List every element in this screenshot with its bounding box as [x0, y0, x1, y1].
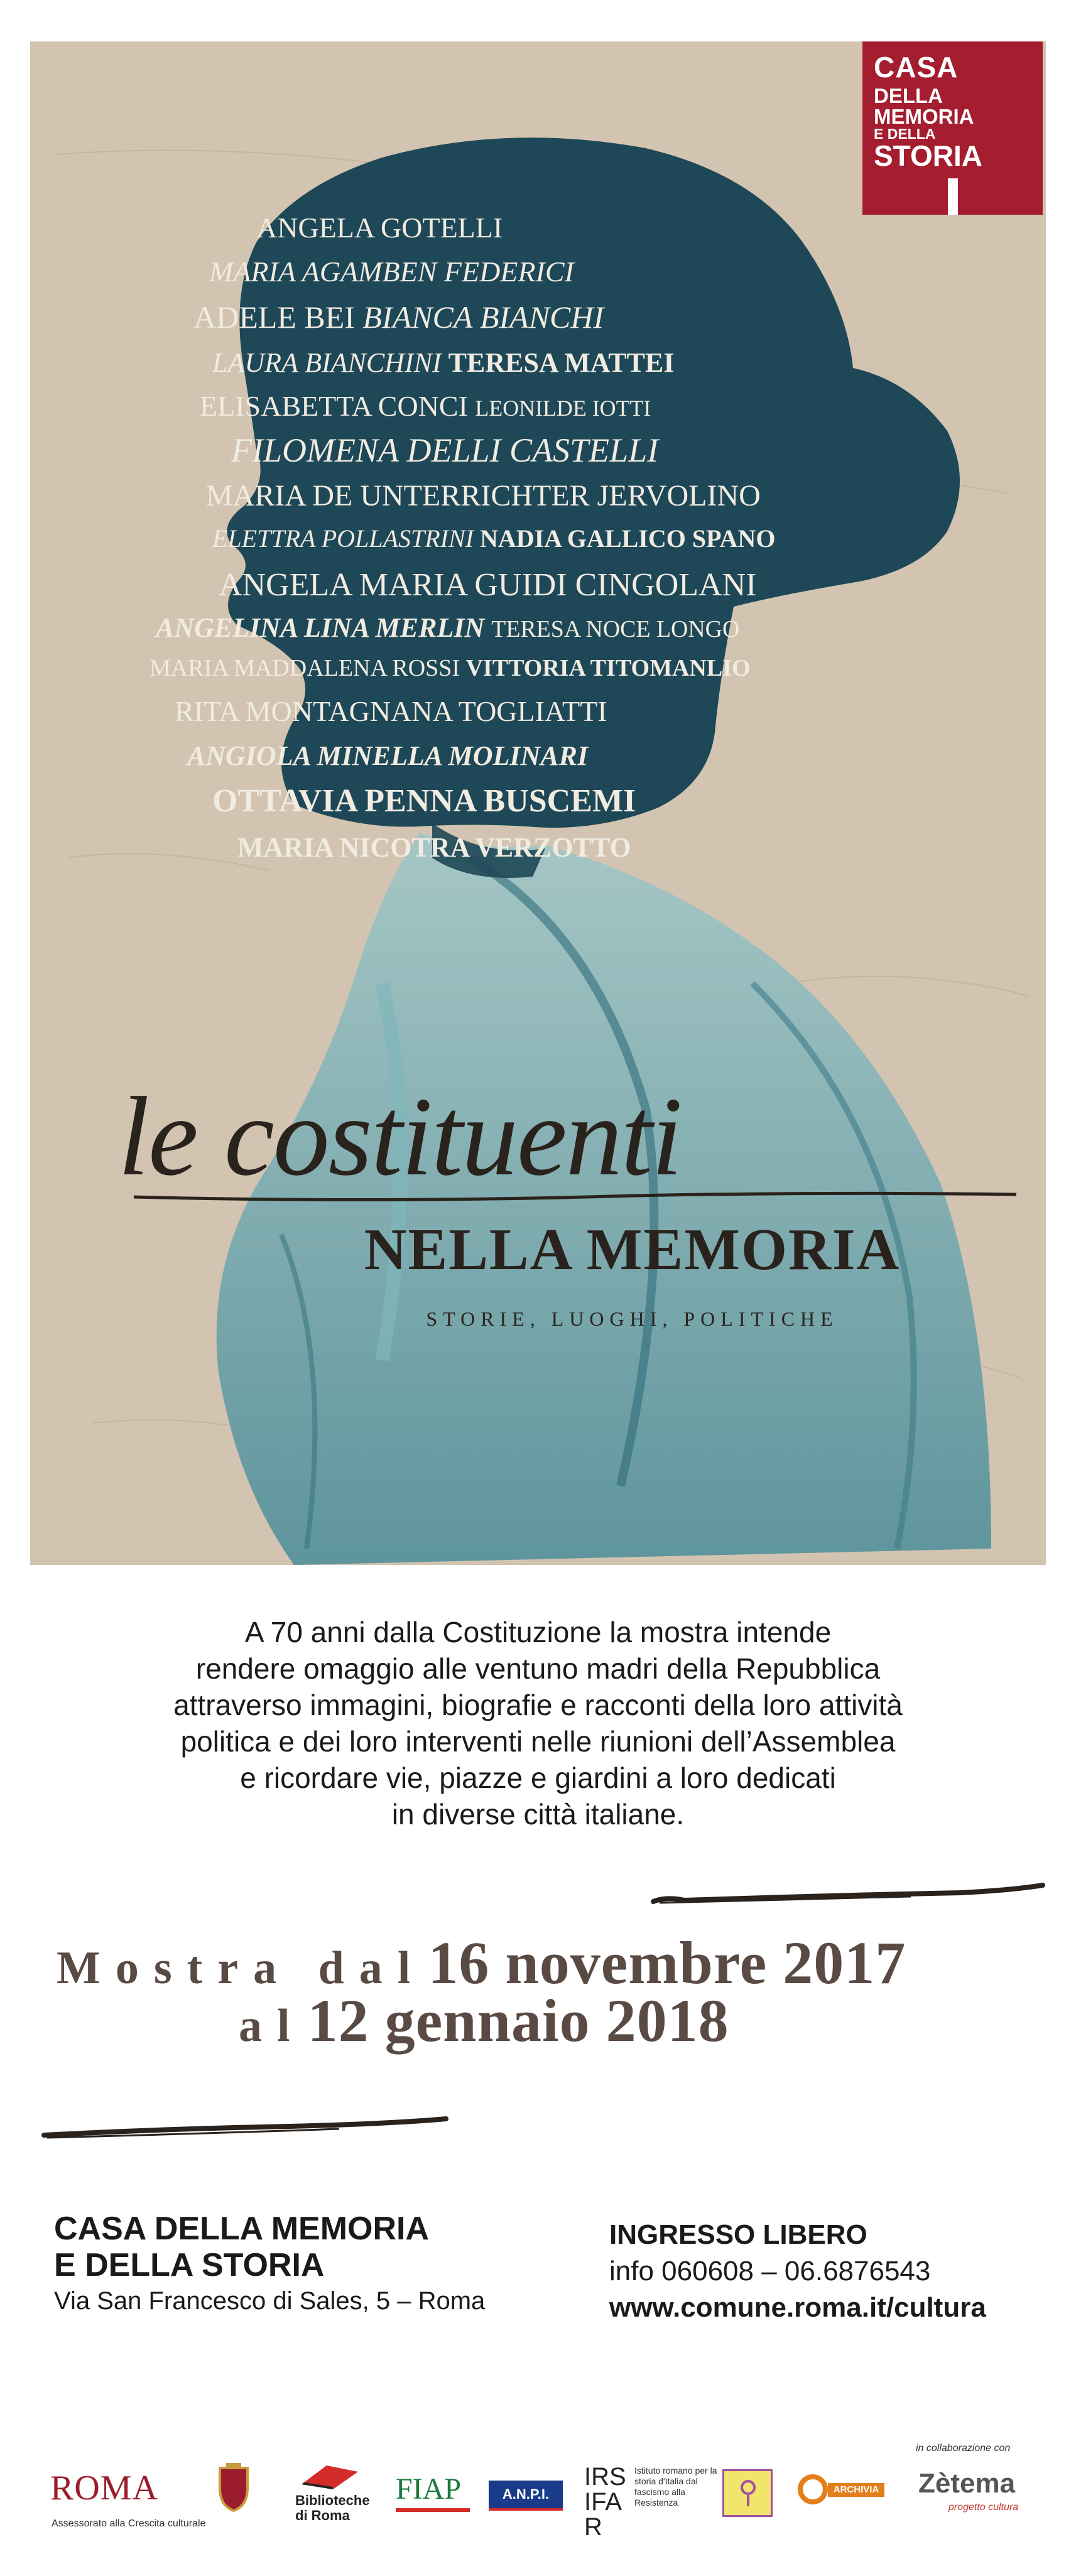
women-archive-logo: [722, 2469, 773, 2517]
name-row: [156, 612, 928, 644]
constituent-name: MARIA DE UNTERRICHTER JERVOLINO: [206, 479, 761, 512]
zetema-subtitle: progetto cultura: [948, 2502, 1019, 2513]
biblioteche-line-1: Biblioteche: [295, 2492, 370, 2508]
biblioteche-line-2: di Roma: [295, 2508, 350, 2523]
constituent-name: TERESA NOCE LONGO: [491, 616, 740, 642]
title-script: le costituenti: [118, 1074, 682, 1199]
date-end: 12 gennaio 2018: [307, 1987, 729, 2054]
constituent-name: ELETTRA POLLASTRINI: [212, 524, 480, 553]
constituent-name: ELISABETTA CONCI: [200, 390, 476, 422]
irsifar-logo: IRSIFAR: [584, 2463, 626, 2541]
free-entry: INGRESSO LIBERO: [609, 2219, 867, 2250]
venue-block: [54, 2211, 582, 2315]
name-row: [209, 255, 982, 288]
description: [50, 1614, 1026, 1832]
website-link[interactable]: www.comune.roma.it/cultura: [609, 2292, 986, 2323]
description-line: A 70 anni dalla Costituzione la mostra intende: [244, 1616, 832, 1648]
logo-line-1: CASA: [874, 51, 959, 84]
name-row: [193, 299, 966, 335]
name-row: [237, 831, 1010, 863]
zetema-logo: Zètema: [918, 2468, 1016, 2499]
constituent-name: ANGIOLA MINELLA MOLINARI: [187, 740, 589, 771]
date-prefix-2: al: [239, 2000, 305, 2052]
constituent-name: LEONILDE IOTTI: [475, 396, 651, 421]
date-start: 16 novembre 2017: [428, 1929, 906, 1996]
roma-crest-icon: [215, 2463, 253, 2513]
name-row: [256, 211, 1029, 244]
constituent-name: MARIA MADDALENA ROSSI: [149, 655, 466, 681]
constituent-name: ANGELA MARIA GUIDI CINGOLANI: [219, 567, 757, 603]
name-row: [187, 740, 960, 772]
biblioteche-icon: [295, 2459, 364, 2491]
date-prefix-1: Mostra dal: [57, 1942, 426, 1994]
name-row: [212, 782, 985, 820]
roma-subtitle: Assessorato alla Crescita culturale: [52, 2518, 206, 2529]
name-row: [200, 389, 972, 423]
casa-memoria-logo: [862, 41, 1043, 215]
venue-address: Via San Francesco di Sales, 5 – Roma: [54, 2287, 486, 2315]
venue-name-2: E DELLA STORIA: [54, 2247, 325, 2283]
brush-stroke-bottom: [38, 2110, 452, 2148]
logo-line-4: E DELLA: [874, 126, 936, 142]
logo-door-mark: [948, 178, 958, 215]
anpi-logo: A.N.P.I.: [489, 2481, 563, 2511]
archivia-logo: ARCHIVIA: [828, 2483, 884, 2497]
fiap-logo: FIAP: [396, 2472, 462, 2506]
irsifar-description: Istituto romano per la storia d'Italia dal fascismo alla Resistenza: [634, 2465, 717, 2508]
name-row: [206, 479, 979, 513]
constituent-name: MARIA NICOTRA VERZOTTO: [237, 832, 631, 863]
info-block: [609, 2217, 1049, 2326]
description-line: politica e dei loro interventi nelle riunioni dell’Assemblea: [180, 1725, 896, 1758]
logo-line-5: STORIA: [874, 139, 982, 172]
fiap-underline: [396, 2508, 470, 2512]
description-line: in diverse città italiane.: [391, 1798, 685, 1831]
name-row: [231, 431, 1004, 470]
constituent-name: MARIA AGAMBEN FEDERICI: [209, 256, 574, 288]
biblioteche-label: [295, 2493, 370, 2523]
partner-logos: [44, 2437, 1049, 2562]
name-row: [212, 347, 985, 379]
constituent-name: BIANCA BIANCHI: [362, 300, 604, 335]
constituent-name: ANGELA GOTELLI: [256, 212, 503, 244]
roma-logo: ROMA: [50, 2469, 159, 2508]
name-row: [175, 695, 947, 728]
description-line: e ricordare vie, piazze e giardini a loro dedicati: [240, 1762, 836, 1794]
constituent-name: OTTAVIA PENNA BUSCEMI: [212, 783, 636, 819]
name-row: [149, 654, 922, 682]
constituent-name: ANGELINA LINA MERLIN: [156, 612, 492, 643]
name-row: [212, 524, 985, 553]
phone-info: info 060608 – 06.6876543: [609, 2256, 931, 2286]
archivia-key-icon: [798, 2474, 828, 2504]
title-subtitle: STORIE, LUOGHI, POLITICHE: [426, 1307, 839, 1330]
collaboration-label: in collaborazione con: [916, 2443, 1011, 2454]
constituent-name: VITTORIA TITOMANLIO: [465, 655, 751, 681]
brush-stroke-top: [647, 1878, 1049, 1915]
venue-name-1: CASA DELLA MEMORIA: [54, 2211, 430, 2247]
constituent-name: NADIA GALLICO SPANO: [480, 524, 776, 553]
title-underline-stroke: [131, 1184, 1023, 1210]
description-line: rendere omaggio alle ventuno madri della Repubblica: [195, 1652, 881, 1685]
constituent-name: LAURA BIANCHINI: [212, 347, 448, 378]
logo-line-2: DELLA: [874, 84, 943, 107]
poster: [30, 41, 1046, 1565]
title-main: NELLA MEMORIA: [364, 1217, 901, 1282]
constituent-name: RITA MONTAGNANA TOGLIATTI: [175, 695, 607, 727]
constituent-name: ADELE BEI: [193, 300, 363, 335]
description-line: attraverso immagini, biografie e racconti della loro attività: [173, 1689, 903, 1721]
constituent-name: FILOMENA DELLI CASTELLI: [231, 431, 659, 469]
constituent-name: TERESA MATTEI: [448, 347, 675, 378]
logo-line-3: MEMORIA: [874, 105, 974, 128]
name-row: [219, 566, 991, 603]
